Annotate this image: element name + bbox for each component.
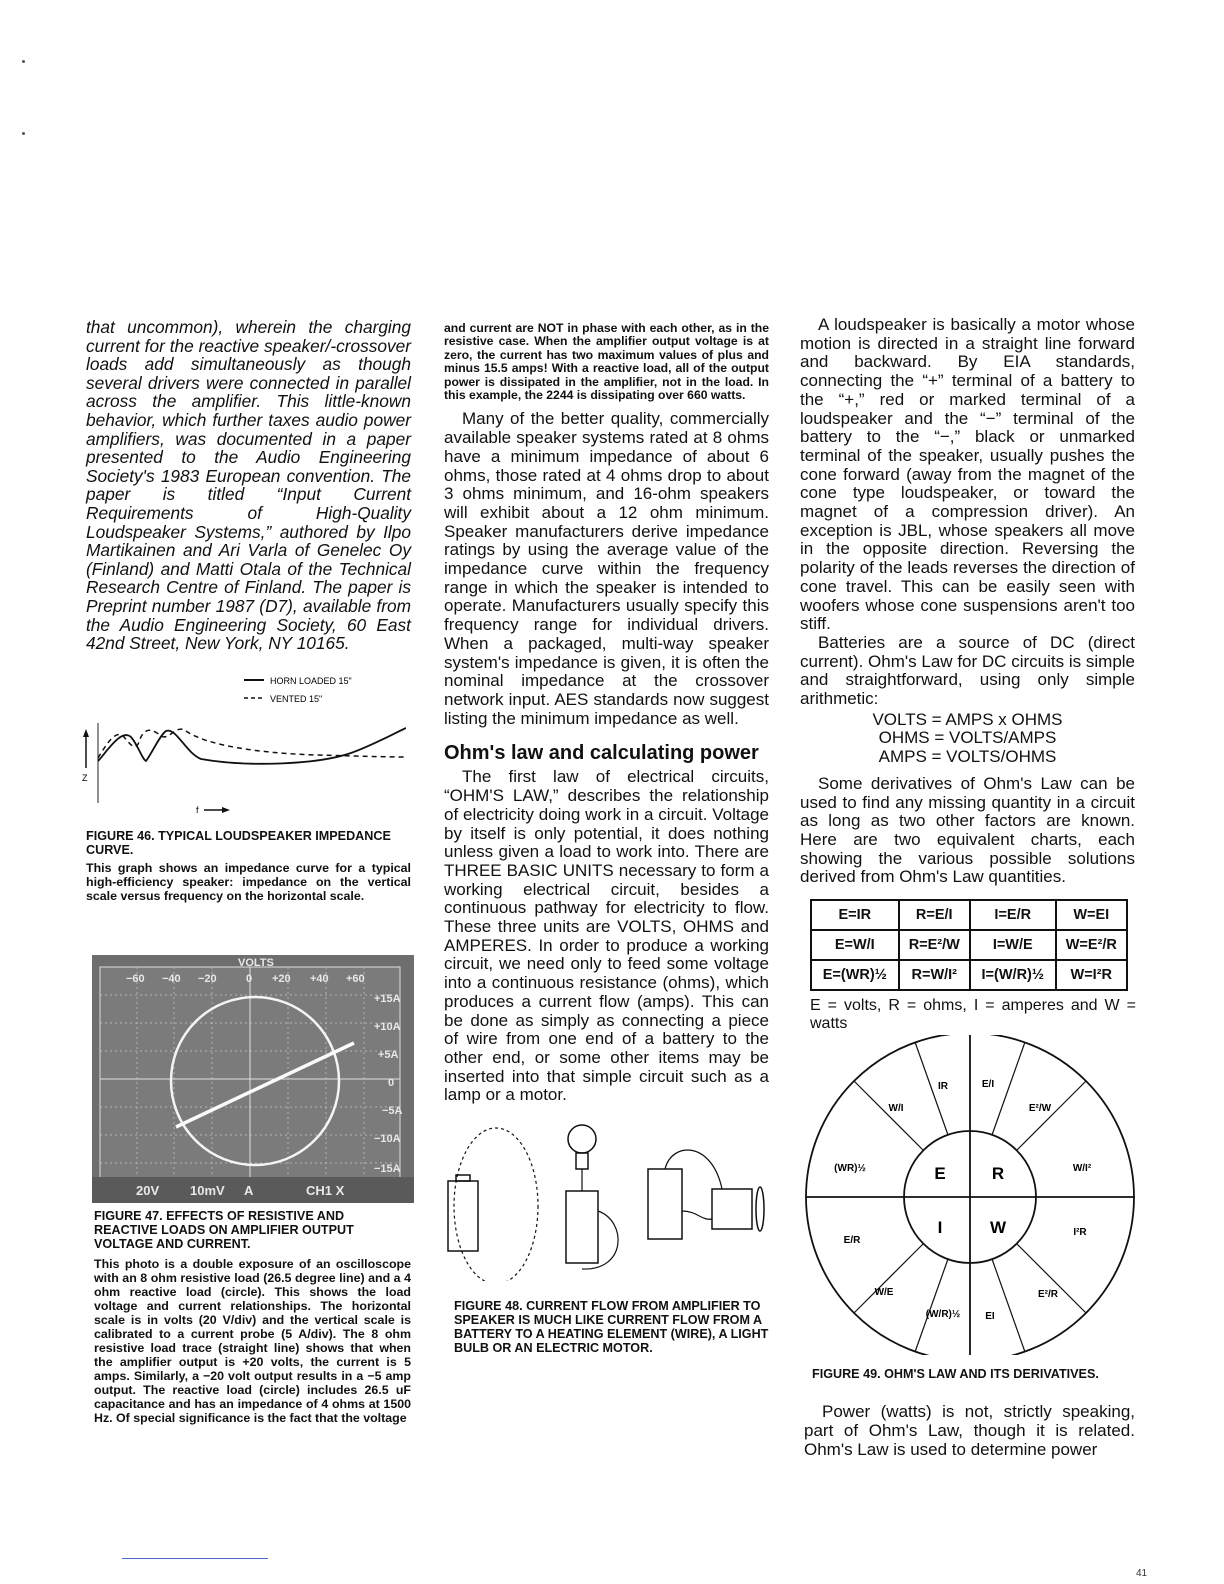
scope-readout: A bbox=[244, 1182, 254, 1198]
volts-tick: 0 bbox=[246, 972, 253, 985]
formula-line: VOLTS = AMPS x OHMS bbox=[872, 709, 1063, 729]
wheel-outer-label: W/E bbox=[874, 1287, 894, 1299]
scan-speck bbox=[22, 132, 25, 135]
x-axis-label: f bbox=[196, 804, 199, 815]
figure-48-title: FIGURE 48. CURRENT FLOW FROM AMPLIFIER TO SPEAKER IS MUCH LIKE CURRENT FLOW FROM A BATTERY TO A HEATING ELEMENT (WIRE), A LIGHT BULB OR AN ELECTRIC MOTOR. bbox=[454, 1299, 769, 1356]
variables-legend: E = volts, R = ohms, I = amperes and W = watts bbox=[810, 997, 1136, 1033]
scope-readout: 10mV bbox=[190, 1182, 225, 1198]
scope-readout: CH1 X bbox=[306, 1182, 345, 1198]
table-cell: E=W/I bbox=[811, 930, 899, 960]
table-cell: W=E²/R bbox=[1056, 930, 1127, 960]
ohms-law-paragraph: The first law of electrical circuits, “OHM'S LAW,” describes the relationship of electricity doing work in a circuit. Voltage by itself is only potential, it does nothing unless given a load to work into. There are THREE BASIC UNITS necessary to form a working electrical circuit, besides a continuous pathway for electricity to flow. These three units are VOLTS, OHMS and AMPERES. In order to produce a working circuit, we need only to feed some voltage into a continuous resistance (ohms), which produces a current flow (amps). This can be done as simply as connecting a piece of wire from one end of a battery to the other end, or some other items may be inserted into that simple circuit such as a lamp or a motor. bbox=[444, 767, 769, 1105]
section-heading: Ohm's law and calculating power bbox=[444, 742, 759, 765]
fan-blade bbox=[756, 1187, 764, 1231]
wheel-outer-label: IR bbox=[938, 1081, 948, 1093]
heating-wire-loop bbox=[454, 1128, 538, 1281]
caption-continuation: and current are NOT in phase with each other, as in the resistive case. When the amplifier output voltage is at zero, the current has two maximum values of plus and minus 15.5 amps! With a reactive load, all of the output power is dissipated in the amplifier, not in the load. In this example, the 2244 is dissipating over 660 watts. bbox=[444, 321, 769, 403]
table-cell: R=W/I² bbox=[899, 960, 970, 990]
wheel-outer-label: E²/R bbox=[1038, 1289, 1058, 1301]
table-cell: E=(WR)½ bbox=[811, 960, 899, 990]
scope-readout: 20V bbox=[136, 1182, 160, 1198]
wheel-outer-label: W/I bbox=[888, 1103, 904, 1115]
wheel-center-label: I bbox=[937, 1218, 943, 1238]
table-row bbox=[811, 930, 1127, 960]
wheel-outer-label: E/R bbox=[843, 1235, 861, 1247]
loudspeaker-paragraph: A loudspeaker is basically a motor whose motion is directed in a straight line forward and backward. By EIA standards, connecting the “+” terminal of a battery to the “+,” red or marked terminal of a loudspeaker and the “−” terminal of the battery to the “−,” black or unmarked terminal of the speaker, usually pushes the cone forward (away from the magnet of the cone type loudspeaker, or toward the magnet of a compression driver). An exception is JBL, whose speakers all move in the opposite direction. Reversing the polarity of the leads reverses the direction of cone travel. This can be easily seen with woofers whose cone suspensions aren't too stiff. bbox=[800, 315, 1135, 634]
x-axis-arrowhead bbox=[222, 807, 230, 813]
legend-vented-label: VENTED 15" bbox=[270, 693, 323, 704]
wheel-outer-label: I²R bbox=[1073, 1227, 1087, 1239]
y-axis-arrowhead bbox=[83, 729, 89, 737]
intro-paragraph: that uncommon), wherein the charging current for the reactive speaker/-crossover loads add simultaneously as though several drivers were connected in parallel across the amplifier. This little-known behavior, which further taxes audio power amplifiers, was documented in a paper presented to the Audio Engineering Society's 1983 European convention. The paper is titled “Input Current Requirements of High-Quality Loudspeaker Systems,” authored by Ilpo Martikainen and Ari Varla of Genelec Oy (Finland) and Matti Otala of the Technical Research Centre of Finland. The paper is Preprint number 1987 (D7), available from the Audio Engineering Society, 60 East 42nd Street, New York, NY 10165. bbox=[86, 317, 411, 654]
horn-loaded-curve bbox=[98, 728, 406, 764]
wheel-outer-label: (WR)½ bbox=[834, 1163, 866, 1175]
column-2 bbox=[444, 322, 769, 1355]
volts-tick: +60 bbox=[346, 972, 365, 985]
scope-graticule bbox=[92, 955, 414, 1203]
amps-tick: 0 bbox=[388, 1076, 395, 1089]
table-row bbox=[811, 960, 1127, 990]
page-number: 41 bbox=[1136, 1568, 1148, 1579]
volts-tick: −20 bbox=[198, 972, 217, 985]
ohms-law-formulas bbox=[800, 711, 1135, 767]
footer-rule bbox=[122, 1558, 268, 1559]
amps-tick: +5A bbox=[378, 1048, 399, 1061]
formula-line: OHMS = VOLTS/AMPS bbox=[878, 728, 1057, 748]
vented-curve bbox=[98, 729, 406, 758]
battery-3 bbox=[648, 1169, 682, 1239]
light-bulb-icon bbox=[568, 1125, 596, 1153]
figure-48-circuits bbox=[442, 1111, 782, 1281]
table-cell: W=EI bbox=[1056, 900, 1127, 930]
table-cell: I=E/R bbox=[970, 900, 1056, 930]
amps-tick: −5A bbox=[382, 1104, 403, 1117]
battery-2 bbox=[566, 1191, 598, 1263]
volts-label: VOLTS bbox=[238, 956, 274, 969]
table-cell: I=W/E bbox=[970, 930, 1056, 960]
amps-tick: +10A bbox=[374, 1020, 401, 1033]
oscilloscope-photo bbox=[92, 955, 414, 1203]
figure-49-title: FIGURE 49. OHM'S LAW AND ITS DERIVATIVES. bbox=[812, 1367, 1099, 1382]
motor-icon bbox=[712, 1189, 752, 1229]
column-1 bbox=[82, 317, 411, 1425]
impedance-paragraph: Many of the better quality, commercially available speaker systems rated at 8 ohms have a minimum impedance of about 6 ohms, those rated at 4 ohms drop to about 3 ohms minimum, and 16-ohm speakers will exhibit about a 12 ohm minimum. Speaker manufacturers derive impedance ratings by using the average value of the impedance curve within the frequency range in which the speaker is intended to operate. Manufacturers usually specify this frequency range for individual drivers. When a packaged, multi-way speaker system's impedance is given, it is often the nominal impedance at the crossover network input. AES standards now suggest listing the minimum impedance as well. bbox=[444, 409, 769, 728]
wheel-outer-label: E/I bbox=[981, 1079, 995, 1091]
wheel-center-label: W bbox=[989, 1218, 1007, 1238]
table-cell: R=E²/W bbox=[899, 930, 970, 960]
figure-46-caption: This graph shows an impedance curve for a typical high-efficiency speaker: impedance on the vertical scale versus frequency on the horizontal scale. bbox=[86, 860, 411, 903]
scan-speck bbox=[22, 60, 25, 63]
figure-46-title: FIGURE 46. TYPICAL LOUDSPEAKER IMPEDANCE CURVE. bbox=[86, 828, 391, 857]
batteries-paragraph: Batteries are a source of DC (direct current). Ohm's Law for DC circuits is simple and straightforward, using only simple arithmetic: bbox=[800, 632, 1135, 709]
figure-47-title: FIGURE 47. EFFECTS OF RESISTIVE AND REACTIVE LOADS ON AMPLIFIER OUTPUT VOLTAGE AND CURRENT. bbox=[94, 1208, 354, 1251]
wheel-outer-label: E²/W bbox=[1028, 1103, 1052, 1115]
table-cell: I=(W/R)½ bbox=[970, 960, 1056, 990]
column-3 bbox=[800, 316, 1135, 1459]
impedance-chart bbox=[76, 673, 406, 823]
formula-line: AMPS = VOLTS/OHMS bbox=[878, 747, 1057, 767]
amps-tick: −10A bbox=[374, 1132, 401, 1145]
wheel-outer-label: W/I² bbox=[1072, 1163, 1092, 1175]
power-paragraph: Power (watts) is not, strictly speaking, part of Ohm's Law, though it is related. Ohm's Law is used to determine power bbox=[804, 1402, 1135, 1459]
table-cell: W=I²R bbox=[1056, 960, 1127, 990]
amps-tick: −15A bbox=[374, 1162, 401, 1175]
volts-tick: −40 bbox=[162, 972, 181, 985]
wheel-outer-label: (W/R)½ bbox=[925, 1309, 961, 1321]
volts-tick: +20 bbox=[272, 972, 291, 985]
ohms-law-wheel bbox=[800, 1035, 1140, 1355]
wheel-center-label: E bbox=[934, 1164, 946, 1184]
ohms-law-table bbox=[810, 899, 1128, 991]
table-row bbox=[811, 900, 1127, 930]
derivatives-paragraph: Some derivatives of Ohm's Law can be used to find any missing quantity in a circuit as long as two other factors are known. Here are two equivalent charts, each showing the various possible solutions derived from Ohm's Law quantities. bbox=[800, 773, 1135, 887]
table-cell: R=E/I bbox=[899, 900, 970, 930]
amps-tick: +15A bbox=[374, 992, 401, 1005]
volts-tick: +40 bbox=[310, 972, 329, 985]
wheel-center-label: R bbox=[991, 1164, 1005, 1184]
legend-horn-label: HORN LOADED 15" bbox=[270, 675, 352, 686]
figure-46 bbox=[82, 673, 411, 823]
wheel-outer-label: EI bbox=[985, 1311, 995, 1323]
y-axis-label: Z bbox=[82, 772, 88, 783]
figure-47-caption: This photo is a double exposure of an oscilloscope with an 8 ohm resistive load (26.5 degree line) and a 4 ohm reactive load (circle). This shows the load voltage and current relationships. The horizontal scale is in volts (20 V/div) and the vertical scale is calibrated to a current probe (5 A/div). The 8 ohm resistive load trace (straight line) shows that when the amplifier output is +20 volts, the current is 5 amps. Similarly, a −20 volt output results in a −5 amp output. The reactive load (circle) includes 26.5 uF capacitance and has an impedance of 4 ohms at 1500 Hz. Of special significance is the fact that the voltage bbox=[94, 1256, 411, 1425]
battery-1 bbox=[448, 1181, 478, 1251]
table-cell: E=IR bbox=[811, 900, 899, 930]
volts-tick: −60 bbox=[126, 972, 145, 985]
